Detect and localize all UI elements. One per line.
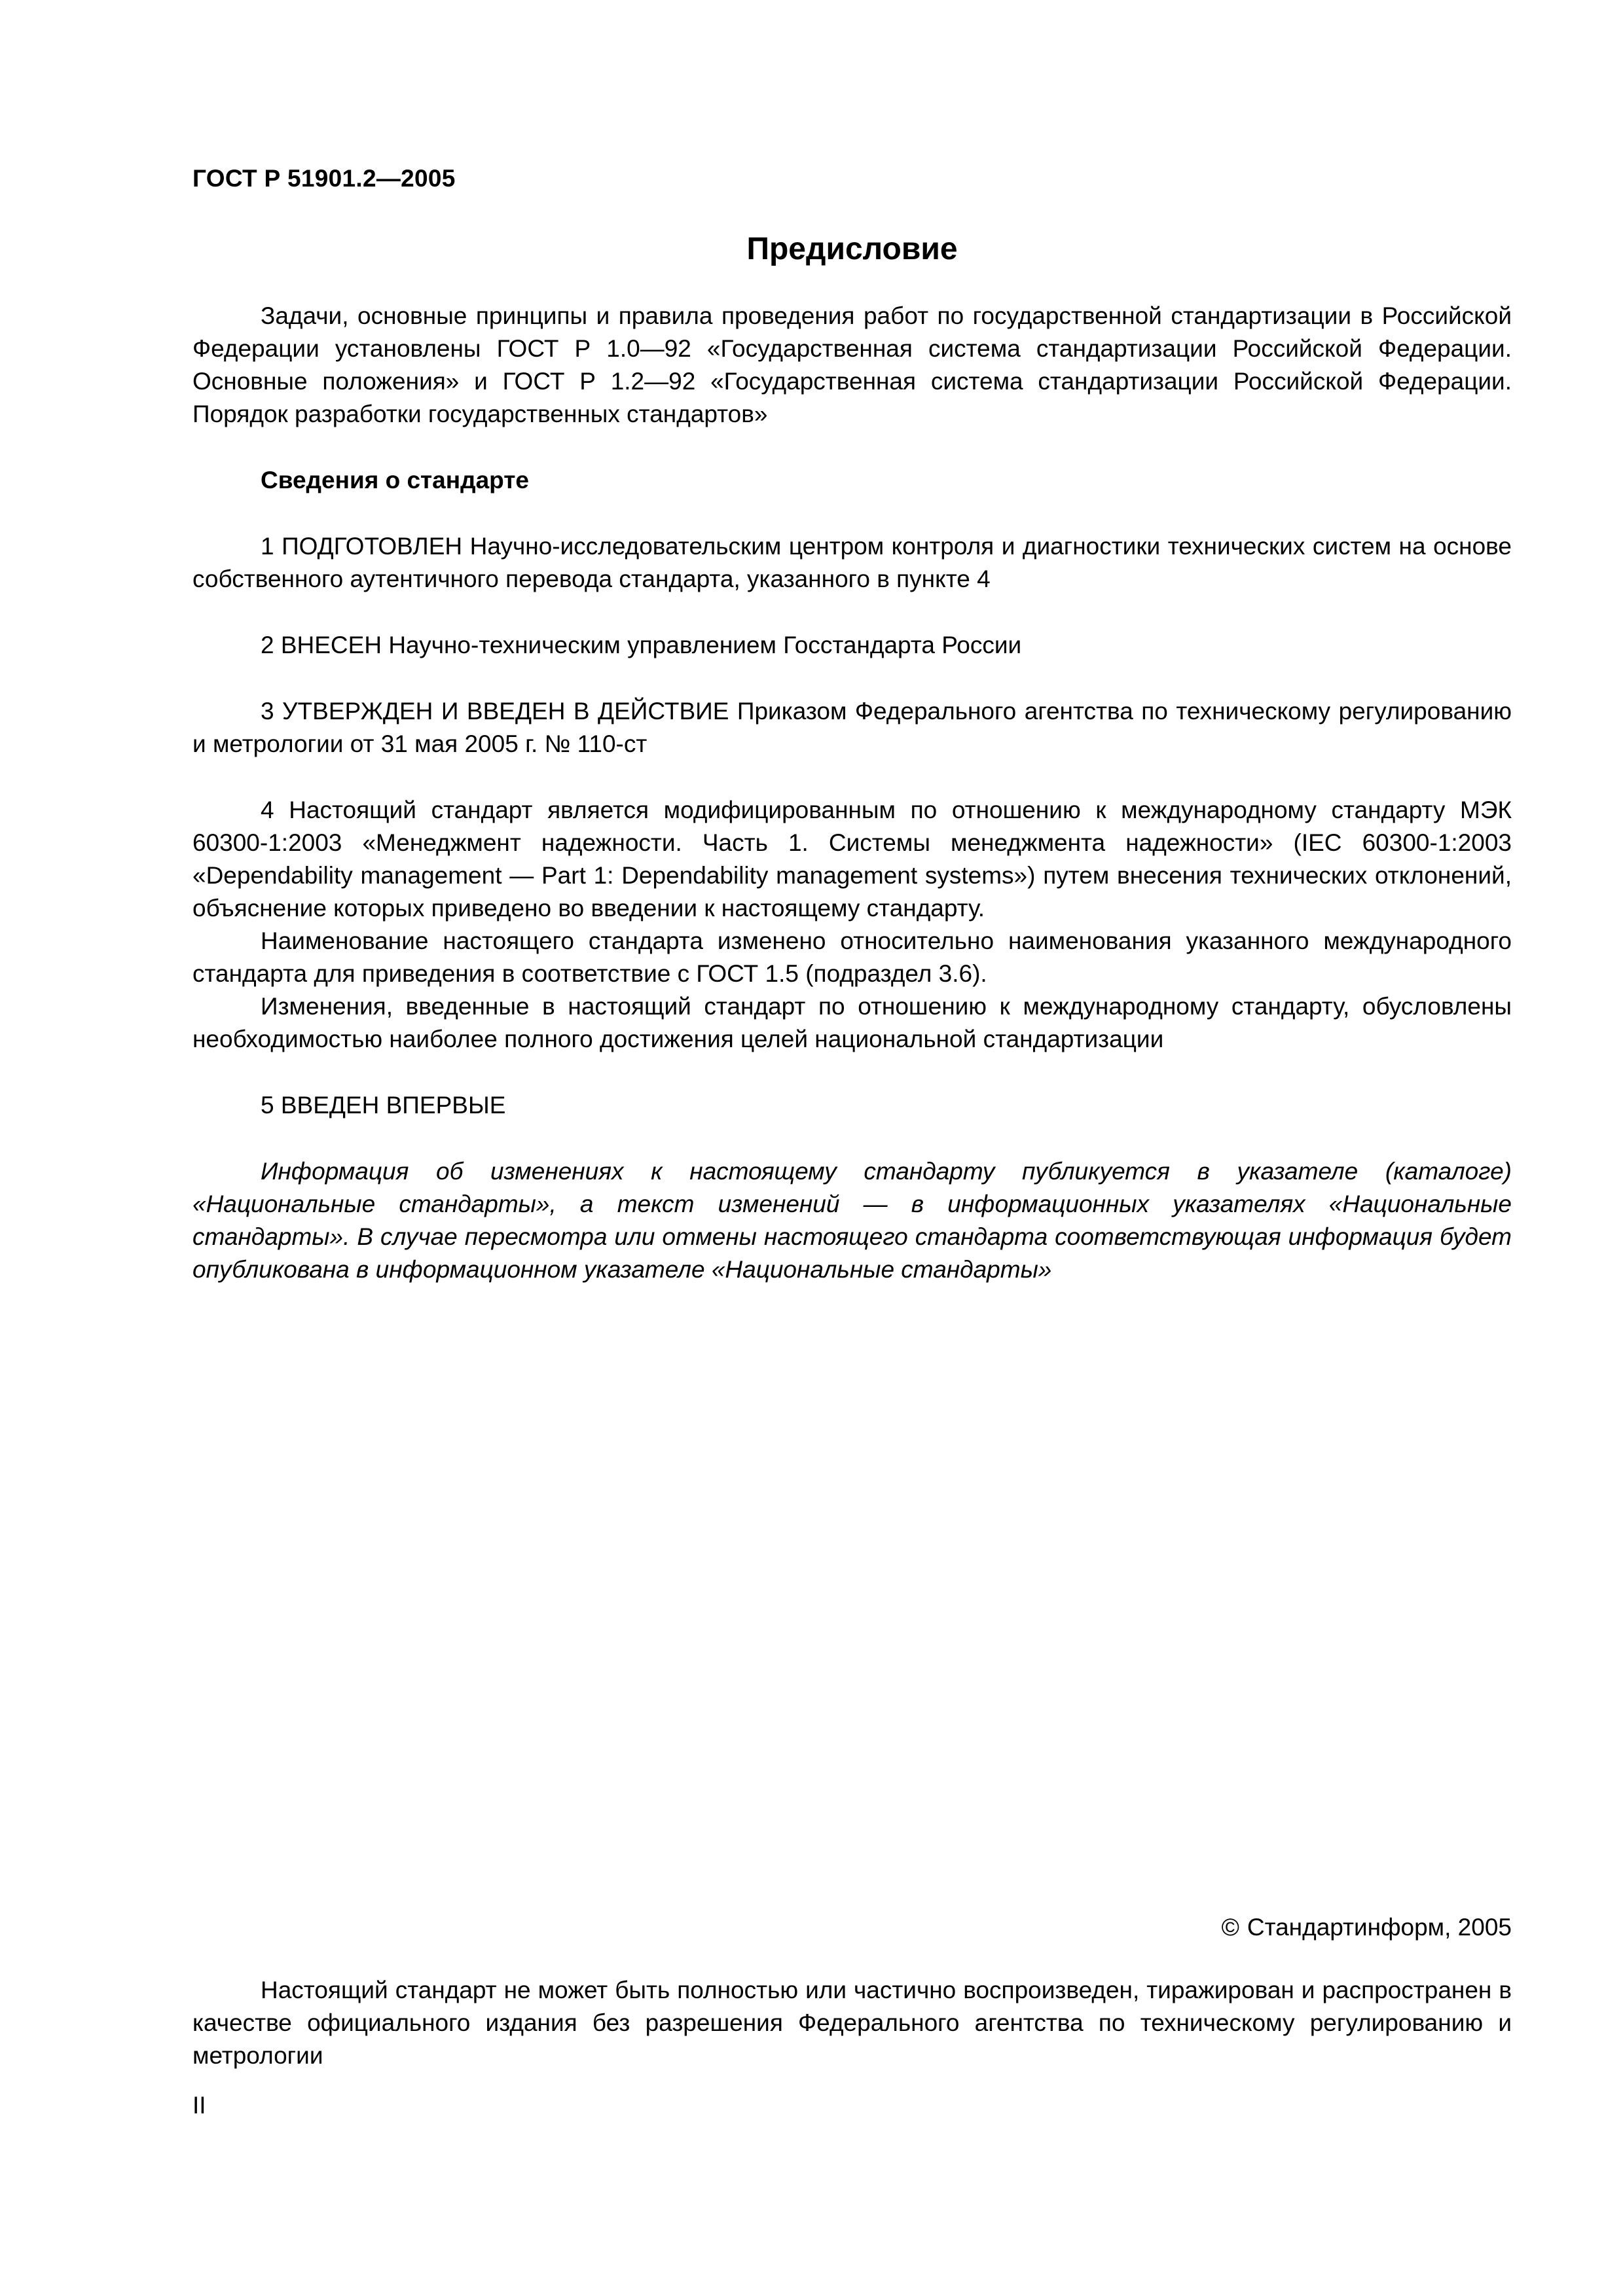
copyright-text: Стандартинформ, 2005 xyxy=(1247,1914,1512,1941)
item-3: 3 УТВЕРЖДЕН И ВВЕДЕН В ДЕЙСТВИЕ Приказом Федерального агентства по техническому регулированию и метрологии от 31 мая 2005 г. № 110-ст xyxy=(192,698,1512,757)
page-number: II xyxy=(192,2092,206,2119)
document-code: ГОСТ Р 51901.2—2005 xyxy=(192,165,456,192)
item-4-rename-note: Наименование настоящего стандарта изменено относительно наименования указанного международного стандарта для приведения в соответствие с ГОСТ 1.5 (подраздел 3.6). xyxy=(192,927,1512,987)
item-2: 2 ВНЕСЕН Научно-техническим управлением Госстандарта России xyxy=(261,632,1022,658)
reproduction-notice xyxy=(192,1974,1512,2072)
intro-paragraph: Задачи, основные принципы и правила проведения работ по государственной стандартизации в Российской Федерации установлены ГОСТ Р 1.0—92 «Государственная система стандартизации Российской Федерации. Основные положения» и ГОСТ Р 1.2—92 «Государственная система стандартизации Российской Федерации. Порядок разработки государственных стандартов» xyxy=(192,302,1512,427)
copyright-icon: © xyxy=(1221,1914,1239,1941)
item-1: 1 ПОДГОТОВЛЕН Научно-исследовательским центром контроля и диагностики технических систем на основе собственного аутентичного перевода стандарта, указанного в пункте 4 xyxy=(192,533,1512,592)
foreword-body xyxy=(192,300,1512,1286)
page-title: Предисловие xyxy=(746,232,958,266)
info-heading: Сведения о стандарте xyxy=(261,467,529,493)
item-4-changes-note: Изменения, введенные в настоящий стандарт по отношению к международному стандарту, обусловлены необходимостью наиболее полного достижения целей национальной стандартизации xyxy=(192,993,1512,1052)
copyright-line xyxy=(192,1911,1512,1944)
item-4: 4 Настоящий стандарт является модифицированным по отношению к международному стандарту МЭК 60300-1:2003 «Менеджмент надежности. Часть 1. Системы менеджмента надежности» (IEC 60300-1:2003 «Dependability management — Part 1: Dependability management systems») путем внесения технических отклонений, объяснение которых приведено во введении к настоящему стандарту. xyxy=(192,797,1512,922)
notice-paragraph: Настоящий стандарт не может быть полностью или частично воспроизведен, тиражирован и распространен в качестве официального издания без разрешения Федерального агентства по техническому регулированию и метрологии xyxy=(192,1977,1512,2069)
item-5: 5 ВВЕДЕН ВПЕРВЫЕ xyxy=(261,1092,506,1119)
changes-info-paragraph: Информация об изменениях к настоящему стандарту публикуется в указателе (каталоге) «Национальные стандарты», а текст изменений — в информационных указателях «Национальные стандарты». В случае пересмотра или отмены настоящего стандарта соответствующая информация будет опубликована в информационном указателе «Национальные стандарты» xyxy=(192,1158,1512,1283)
